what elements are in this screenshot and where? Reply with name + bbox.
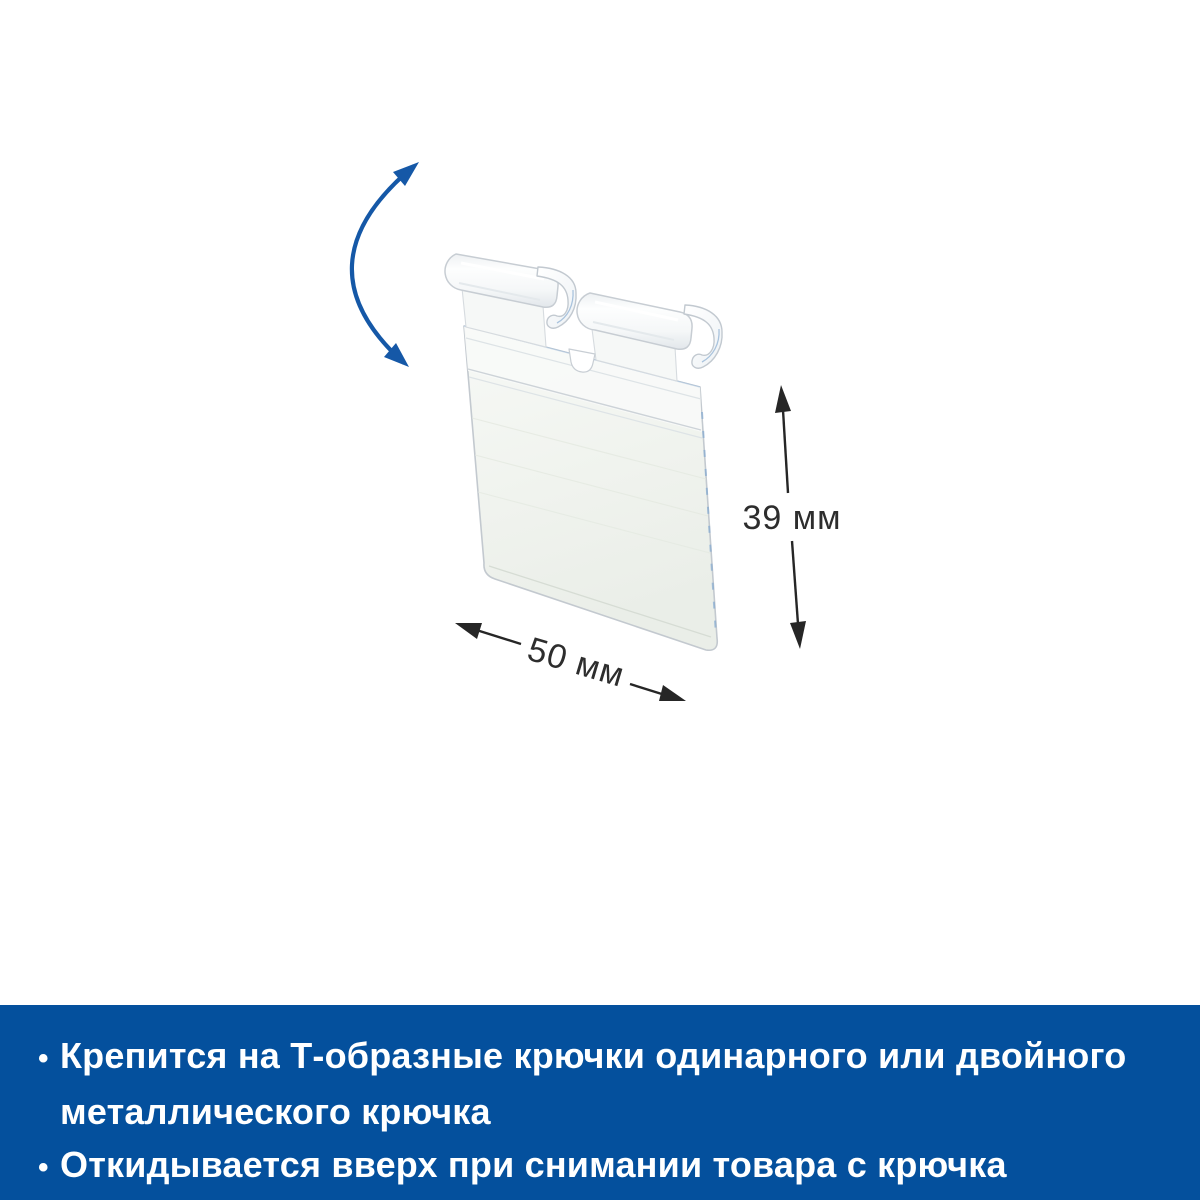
bullet-icon: • bbox=[38, 1042, 49, 1075]
width-dimension-label: 50 мм bbox=[523, 630, 629, 695]
feature-text: Крепится на Т-образные крючки одинарного или двойного bbox=[60, 1035, 1127, 1076]
feature-item-1-continued bbox=[38, 1085, 1180, 1138]
bullet-icon: • bbox=[38, 1151, 49, 1184]
feature-text: Откидывается вверх при снимании товара с крючка bbox=[60, 1144, 1007, 1185]
feature-item-2 bbox=[38, 1138, 1180, 1194]
feature-banner bbox=[0, 1005, 1200, 1200]
feature-item-1 bbox=[38, 1029, 1180, 1085]
flip-arrow-icon bbox=[352, 162, 419, 367]
label-holder-image bbox=[445, 254, 722, 650]
feature-text: металлического крючка bbox=[60, 1091, 491, 1132]
height-dimension-label: 39 мм bbox=[742, 499, 842, 537]
